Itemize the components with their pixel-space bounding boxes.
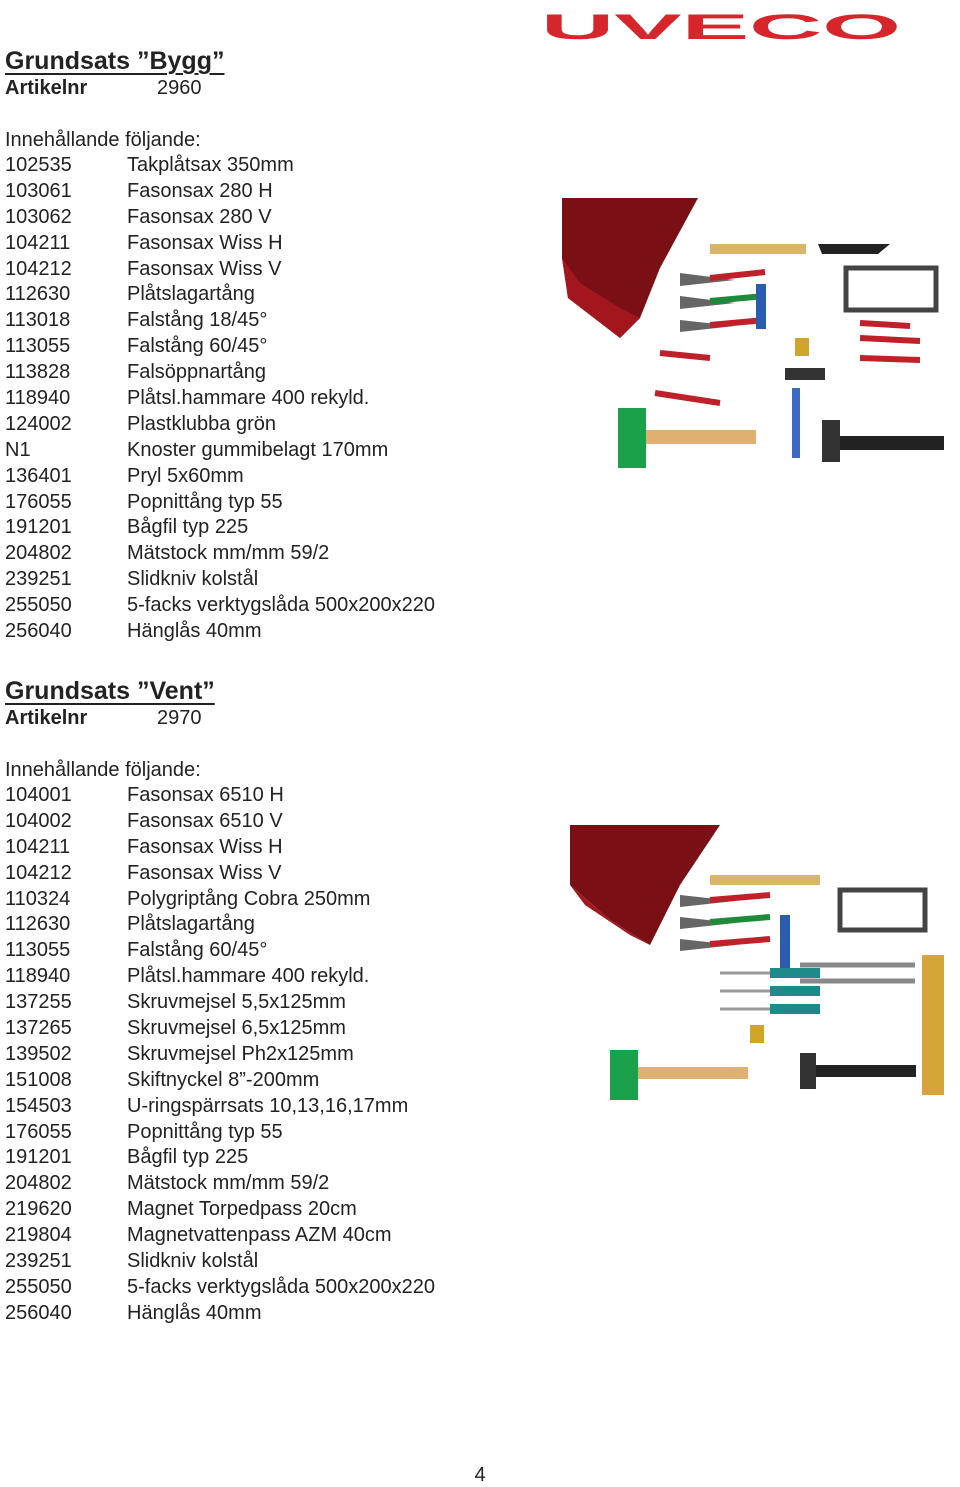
pliers-icon <box>655 323 920 403</box>
padlock-icon <box>795 338 809 356</box>
item-code: 103061 <box>5 179 72 202</box>
list-item <box>5 567 545 593</box>
item-name: Bågfil typ 225 <box>127 516 249 539</box>
spirit-level-icon <box>922 955 944 1095</box>
list-item <box>5 1171 545 1197</box>
section-title: Grundsats ”Vent” <box>5 677 215 705</box>
rivet-tool-icon <box>785 368 825 380</box>
item-code: 191201 <box>5 516 72 539</box>
item-name: 5-facks verktygslåda 500x200x220 <box>127 594 435 617</box>
list-item <box>5 783 545 809</box>
item-name: Popnittång typ 55 <box>127 490 283 513</box>
item-name: Polygriptång Cobra 250mm <box>127 887 371 910</box>
list-item <box>5 308 545 334</box>
hammer-icon <box>800 1053 816 1089</box>
list-item <box>5 835 545 861</box>
list-item <box>5 593 545 619</box>
kit-section-bygg <box>5 47 545 645</box>
item-name: Mätstock mm/mm 59/2 <box>127 542 330 565</box>
item-code: 102535 <box>5 154 72 176</box>
item-name: Magnetvattenpass AZM 40cm <box>127 1224 392 1247</box>
item-name: Plåtsl.hammare 400 rekyld. <box>127 387 370 410</box>
item-code: 137255 <box>5 991 72 1014</box>
item-name: Fasonsax Wiss H <box>127 231 283 254</box>
item-code: 219804 <box>5 1224 72 1247</box>
list-item <box>5 179 545 205</box>
item-code: 255050 <box>5 1275 72 1298</box>
item-name: 5-facks verktygslåda 500x200x220 <box>127 1275 435 1298</box>
item-code: 256040 <box>5 620 72 643</box>
ruler-icon <box>710 875 820 885</box>
list-item <box>5 809 545 835</box>
list-item <box>5 205 545 231</box>
cobra-pliers-icon <box>780 915 790 970</box>
item-code: 103062 <box>5 205 72 228</box>
item-code: 139502 <box>5 1042 72 1065</box>
list-item <box>5 386 545 412</box>
list-item <box>5 938 545 964</box>
list-item <box>5 412 545 438</box>
list-item <box>5 1120 545 1146</box>
item-name: Plåtslagartång <box>127 283 255 306</box>
item-code: 256040 <box>5 1301 72 1324</box>
item-code: 104211 <box>5 835 71 858</box>
hammer-icon <box>822 420 840 462</box>
knife-icon <box>818 244 890 254</box>
article-number: 2970 <box>157 707 202 729</box>
list-item <box>5 1042 545 1068</box>
contents-intro: Innehållande följande: <box>5 129 201 151</box>
list-item <box>5 912 545 938</box>
item-name: Pryl 5x60mm <box>127 464 244 487</box>
list-item <box>5 515 545 541</box>
list-item <box>5 619 545 645</box>
item-code: 255050 <box>5 594 72 617</box>
hacksaw-icon <box>840 890 925 930</box>
item-name: Fasonsax Wiss V <box>127 257 282 280</box>
item-name: U-ringspärrsats 10,13,16,17mm <box>127 1094 409 1117</box>
list-item <box>5 153 545 179</box>
list-item <box>5 887 545 913</box>
item-name: Slidkniv kolstål <box>127 1250 259 1273</box>
awl-icon <box>756 284 766 329</box>
svg-text:UVECO: UVECO <box>541 7 901 46</box>
item-name: Hänglås 40mm <box>127 620 262 643</box>
item-name: Slidkniv kolstål <box>127 568 259 591</box>
item-code: 204802 <box>5 542 72 565</box>
article-label: Artikelnr <box>5 707 88 729</box>
list-item <box>5 1223 545 1249</box>
item-name: Mätstock mm/mm 59/2 <box>127 1172 330 1195</box>
ruler-icon <box>710 244 806 254</box>
item-name: Takplåtsax 350mm <box>127 154 294 176</box>
tool-kit-photo-bygg <box>560 198 950 473</box>
item-name: Falsöppnartång <box>127 361 266 384</box>
item-name: Fasonsax 280 H <box>127 179 273 202</box>
item-name: Knoster gummibelagt 170mm <box>127 438 389 461</box>
item-code: 104001 <box>5 784 72 806</box>
item-code: 219620 <box>5 1198 72 1221</box>
item-code: 118940 <box>5 387 71 410</box>
item-code: 239251 <box>5 568 72 591</box>
item-code: 176055 <box>5 490 72 513</box>
item-name: Fasonsax 280 V <box>127 205 272 228</box>
list-item <box>5 360 545 386</box>
article-number-row <box>5 705 545 731</box>
article-label: Artikelnr <box>5 77 88 99</box>
list-item <box>5 1275 545 1301</box>
list-item <box>5 334 545 360</box>
item-code: 112630 <box>5 283 71 306</box>
item-code: 136401 <box>5 464 72 487</box>
item-name: Popnittång typ 55 <box>127 1120 283 1143</box>
item-code: 239251 <box>5 1250 72 1273</box>
item-name: Fasonsax 6510 V <box>127 809 283 832</box>
item-code: 113018 <box>5 309 71 332</box>
article-number: 2960 <box>157 77 202 99</box>
item-code: 118940 <box>5 965 71 988</box>
item-code: 104212 <box>5 861 72 884</box>
item-name: Fasonsax Wiss V <box>127 861 282 884</box>
list-item <box>5 861 545 887</box>
list-item <box>5 438 545 464</box>
item-code: 113828 <box>5 361 71 384</box>
snips-icon <box>680 272 765 332</box>
item-name: Bågfil typ 225 <box>127 1146 249 1169</box>
item-code: 124002 <box>5 412 72 435</box>
list-item <box>5 464 545 490</box>
list-item <box>5 490 545 516</box>
tool-kit-photo-vent <box>570 825 945 1100</box>
item-code: 154503 <box>5 1094 72 1117</box>
screwdriver-icon <box>720 968 820 1014</box>
item-name: Fasonsax Wiss H <box>127 835 283 858</box>
item-name: Falstång 60/45° <box>127 939 268 962</box>
snips-icon <box>680 895 770 951</box>
list-item <box>5 1197 545 1223</box>
uveco-logo <box>536 6 906 46</box>
item-code: 204802 <box>5 1172 72 1195</box>
list-item <box>5 1016 545 1042</box>
list-item <box>5 257 545 283</box>
list-item <box>5 541 545 567</box>
item-name: Skruvmejsel 6,5x125mm <box>127 1017 346 1040</box>
item-list <box>5 153 545 645</box>
item-name: Skruvmejsel 5,5x125mm <box>127 991 346 1014</box>
list-item <box>5 964 545 990</box>
item-code: N1 <box>5 438 31 461</box>
list-item <box>5 1301 545 1327</box>
list-item <box>5 282 545 308</box>
item-name: Hänglås 40mm <box>127 1301 262 1324</box>
page-number: 4 <box>474 1464 486 1486</box>
item-name: Skiftnyckel 8”-200mm <box>127 1068 320 1091</box>
item-code: 137265 <box>5 1017 72 1040</box>
item-code: 191201 <box>5 1146 72 1169</box>
item-name: Plåtslagartång <box>127 913 255 936</box>
item-name: Falstång 18/45° <box>127 309 268 332</box>
item-code: 176055 <box>5 1120 72 1143</box>
list-item <box>5 1094 545 1120</box>
item-list <box>5 783 545 1327</box>
item-code: 151008 <box>5 1068 72 1091</box>
item-code: 113055 <box>5 335 71 358</box>
item-code: 104211 <box>5 231 71 254</box>
list-item <box>5 990 545 1016</box>
item-name: Plastklubba grön <box>127 412 276 435</box>
item-name: Plåtsl.hammare 400 rekyld. <box>127 965 370 988</box>
mallet-icon <box>610 1050 638 1100</box>
item-name: Fasonsax 6510 H <box>127 784 284 806</box>
section-title: Grundsats ”Bygg” <box>5 47 225 75</box>
list-item <box>5 1068 545 1094</box>
kit-section-vent <box>5 677 545 1327</box>
list-item <box>5 1145 545 1171</box>
list-item <box>5 1249 545 1275</box>
item-name: Falstång 60/45° <box>127 335 268 358</box>
article-number-row <box>5 75 545 101</box>
item-code: 104002 <box>5 809 72 832</box>
item-name: Skruvmejsel Ph2x125mm <box>127 1042 354 1065</box>
item-code: 110324 <box>5 887 71 910</box>
mallet-icon <box>618 408 646 468</box>
list-item <box>5 231 545 257</box>
item-code: 113055 <box>5 939 71 962</box>
item-name: Magnet Torpedpass 20cm <box>127 1198 357 1221</box>
padlock-icon <box>750 1025 764 1043</box>
item-code: 112630 <box>5 913 71 936</box>
item-code: 104212 <box>5 257 72 280</box>
contents-intro: Innehållande följande: <box>5 759 201 781</box>
hacksaw-icon <box>846 268 936 310</box>
